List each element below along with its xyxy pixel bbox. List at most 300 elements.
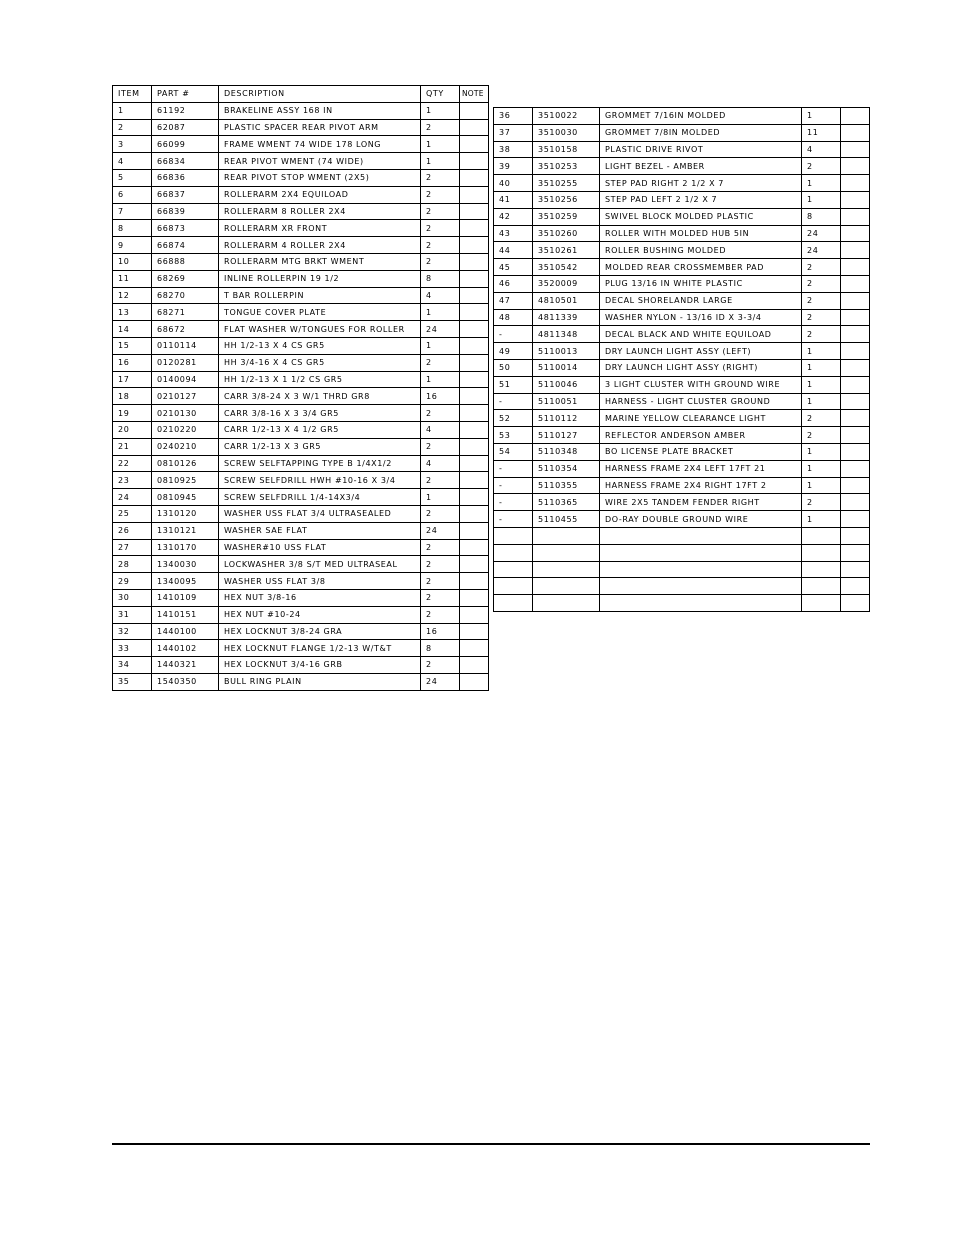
footer-rule bbox=[112, 1143, 870, 1145]
note-cell bbox=[460, 421, 489, 438]
note-cell bbox=[841, 108, 870, 125]
part-number-cell: 1340030 bbox=[152, 556, 219, 573]
table-row bbox=[113, 270, 489, 287]
qty-cell: 1 bbox=[421, 153, 460, 170]
item-cell: 11 bbox=[113, 270, 152, 287]
part-number-cell: 1410151 bbox=[152, 606, 219, 623]
description-cell: TONGUE COVER PLATE bbox=[219, 304, 421, 321]
item-cell: 17 bbox=[113, 371, 152, 388]
table-row bbox=[113, 237, 489, 254]
note-cell bbox=[460, 388, 489, 405]
part-number-cell: 3510030 bbox=[533, 124, 600, 141]
note-cell bbox=[841, 124, 870, 141]
note-cell bbox=[460, 573, 489, 590]
part-number-cell: 66836 bbox=[152, 169, 219, 186]
item-cell: 41 bbox=[494, 191, 533, 208]
table-row bbox=[113, 438, 489, 455]
item-cell: 23 bbox=[113, 472, 152, 489]
item-cell: 22 bbox=[113, 455, 152, 472]
part-number-cell: 3520009 bbox=[533, 275, 600, 292]
description-cell bbox=[600, 527, 802, 544]
qty-cell bbox=[802, 595, 841, 612]
item-cell: 33 bbox=[113, 640, 152, 657]
table-row bbox=[113, 119, 489, 136]
note-cell bbox=[841, 427, 870, 444]
table-row bbox=[494, 477, 870, 494]
part-number-cell: 3510260 bbox=[533, 225, 600, 242]
note-cell bbox=[460, 505, 489, 522]
note-cell bbox=[460, 371, 489, 388]
part-number-cell: 66837 bbox=[152, 186, 219, 203]
item-cell: 38 bbox=[494, 141, 533, 158]
part-number-cell bbox=[533, 578, 600, 595]
item-cell: 29 bbox=[113, 573, 152, 590]
part-number-cell: 66888 bbox=[152, 253, 219, 270]
col-header-item: ITEM bbox=[113, 86, 152, 103]
part-number-cell: 3510256 bbox=[533, 191, 600, 208]
item-cell: 28 bbox=[113, 556, 152, 573]
description-cell: WASHER USS FLAT 3/4 ULTRASEALED bbox=[219, 505, 421, 522]
qty-cell: 4 bbox=[421, 287, 460, 304]
description-cell: WASHER USS FLAT 3/8 bbox=[219, 573, 421, 590]
part-number-cell: 68269 bbox=[152, 270, 219, 287]
qty-cell: 2 bbox=[802, 427, 841, 444]
description-cell: STEP PAD LEFT 2 1/2 X 7 bbox=[600, 191, 802, 208]
qty-cell: 2 bbox=[421, 405, 460, 422]
part-number-cell: 66834 bbox=[152, 153, 219, 170]
note-cell bbox=[841, 309, 870, 326]
table-row bbox=[494, 494, 870, 511]
description-cell: BO LICENSE PLATE BRACKET bbox=[600, 443, 802, 460]
part-number-cell: 3510255 bbox=[533, 175, 600, 192]
table-row bbox=[494, 393, 870, 410]
part-number-cell: 1340095 bbox=[152, 573, 219, 590]
item-cell bbox=[494, 527, 533, 544]
part-number-cell bbox=[533, 561, 600, 578]
part-number-cell: 4811339 bbox=[533, 309, 600, 326]
item-cell: 36 bbox=[494, 108, 533, 125]
note-cell bbox=[841, 191, 870, 208]
note-cell bbox=[841, 359, 870, 376]
description-cell: ROLLER WITH MOLDED HUB 5IN bbox=[600, 225, 802, 242]
table-row bbox=[494, 578, 870, 595]
table-row bbox=[113, 606, 489, 623]
part-number-cell: 66874 bbox=[152, 237, 219, 254]
table-row bbox=[494, 359, 870, 376]
table-row bbox=[113, 589, 489, 606]
note-cell bbox=[460, 405, 489, 422]
table-row bbox=[494, 511, 870, 528]
note-cell bbox=[841, 460, 870, 477]
parts-table-right bbox=[493, 107, 870, 612]
note-cell bbox=[460, 673, 489, 690]
table-row bbox=[113, 455, 489, 472]
note-cell bbox=[460, 186, 489, 203]
part-number-cell: 1410109 bbox=[152, 589, 219, 606]
table-row bbox=[113, 321, 489, 338]
table-row bbox=[113, 388, 489, 405]
item-cell: 12 bbox=[113, 287, 152, 304]
qty-cell: 2 bbox=[802, 259, 841, 276]
col-header-part-number: PART # bbox=[152, 86, 219, 103]
note-cell bbox=[841, 494, 870, 511]
qty-cell: 1 bbox=[802, 343, 841, 360]
qty-cell: 2 bbox=[421, 220, 460, 237]
qty-cell: 8 bbox=[802, 208, 841, 225]
item-cell: 8 bbox=[113, 220, 152, 237]
qty-cell: 2 bbox=[421, 505, 460, 522]
table-row bbox=[494, 259, 870, 276]
note-cell bbox=[841, 259, 870, 276]
item-cell: - bbox=[494, 460, 533, 477]
description-cell: HARNESS FRAME 2X4 LEFT 17FT 21 bbox=[600, 460, 802, 477]
description-cell: HEX NUT 3/8-16 bbox=[219, 589, 421, 606]
qty-cell: 2 bbox=[802, 292, 841, 309]
part-number-cell: 62087 bbox=[152, 119, 219, 136]
note-cell bbox=[460, 287, 489, 304]
item-cell: 31 bbox=[113, 606, 152, 623]
table-row bbox=[494, 225, 870, 242]
note-cell bbox=[841, 225, 870, 242]
item-cell: 39 bbox=[494, 158, 533, 175]
item-cell: 24 bbox=[113, 489, 152, 506]
table-row bbox=[113, 505, 489, 522]
part-number-cell: 3510259 bbox=[533, 208, 600, 225]
item-cell: 3 bbox=[113, 136, 152, 153]
qty-cell: 1 bbox=[421, 371, 460, 388]
description-cell: GROMMET 7/8IN MOLDED bbox=[600, 124, 802, 141]
description-cell: HEX LOCKNUT 3/8-24 GRA bbox=[219, 623, 421, 640]
part-number-cell: 1310120 bbox=[152, 505, 219, 522]
qty-cell: 1 bbox=[802, 477, 841, 494]
note-cell bbox=[841, 511, 870, 528]
note-cell bbox=[841, 410, 870, 427]
qty-cell: 24 bbox=[421, 321, 460, 338]
table-row bbox=[113, 623, 489, 640]
table-row bbox=[113, 220, 489, 237]
qty-cell: 1 bbox=[802, 511, 841, 528]
description-cell: REFLECTOR ANDERSON AMBER bbox=[600, 427, 802, 444]
description-cell: LIGHT BEZEL - AMBER bbox=[600, 158, 802, 175]
qty-cell: 2 bbox=[802, 275, 841, 292]
description-cell: HARNESS - LIGHT CLUSTER GROUND bbox=[600, 393, 802, 410]
table-row bbox=[494, 191, 870, 208]
part-number-cell: 1310170 bbox=[152, 539, 219, 556]
note-cell bbox=[460, 354, 489, 371]
item-cell: 14 bbox=[113, 321, 152, 338]
description-cell: PLASTIC DRIVE RIVOT bbox=[600, 141, 802, 158]
qty-cell bbox=[802, 561, 841, 578]
item-cell: 46 bbox=[494, 275, 533, 292]
part-number-cell: 3510253 bbox=[533, 158, 600, 175]
note-cell bbox=[841, 477, 870, 494]
table-row bbox=[113, 405, 489, 422]
part-number-cell: 68270 bbox=[152, 287, 219, 304]
note-cell bbox=[841, 326, 870, 343]
note-cell bbox=[841, 393, 870, 410]
table-row bbox=[113, 354, 489, 371]
note-cell bbox=[460, 472, 489, 489]
qty-cell: 1 bbox=[802, 376, 841, 393]
item-cell: 1 bbox=[113, 102, 152, 119]
part-number-cell: 1440100 bbox=[152, 623, 219, 640]
qty-cell: 2 bbox=[421, 657, 460, 674]
table-row bbox=[113, 640, 489, 657]
note-cell bbox=[460, 606, 489, 623]
description-cell: PLASTIC SPACER REAR PIVOT ARM bbox=[219, 119, 421, 136]
item-cell: 48 bbox=[494, 309, 533, 326]
qty-cell: 8 bbox=[421, 640, 460, 657]
description-cell: 3 LIGHT CLUSTER WITH GROUND WIRE bbox=[600, 376, 802, 393]
description-cell: T BAR ROLLERPIN bbox=[219, 287, 421, 304]
item-cell: 53 bbox=[494, 427, 533, 444]
note-cell bbox=[460, 102, 489, 119]
item-cell: 34 bbox=[113, 657, 152, 674]
item-cell: 2 bbox=[113, 119, 152, 136]
description-cell: CARR 3/8-16 X 3 3/4 GR5 bbox=[219, 405, 421, 422]
description-cell: HEX NUT #10-24 bbox=[219, 606, 421, 623]
description-cell bbox=[600, 561, 802, 578]
table-row bbox=[494, 326, 870, 343]
part-number-cell: 0140094 bbox=[152, 371, 219, 388]
description-cell: WASHER#10 USS FLAT bbox=[219, 539, 421, 556]
note-cell bbox=[841, 544, 870, 561]
table-row bbox=[494, 175, 870, 192]
table-row bbox=[113, 136, 489, 153]
table-row bbox=[494, 443, 870, 460]
item-cell: - bbox=[494, 326, 533, 343]
item-cell bbox=[494, 561, 533, 578]
table-row bbox=[494, 309, 870, 326]
table-row bbox=[494, 376, 870, 393]
note-cell bbox=[841, 242, 870, 259]
item-cell: 20 bbox=[113, 421, 152, 438]
qty-cell: 1 bbox=[802, 443, 841, 460]
part-number-cell: 5110013 bbox=[533, 343, 600, 360]
description-cell: DRY LAUNCH LIGHT ASSY (RIGHT) bbox=[600, 359, 802, 376]
part-number-cell: 4811348 bbox=[533, 326, 600, 343]
description-cell: PLUG 13/16 IN WHITE PLASTIC bbox=[600, 275, 802, 292]
description-cell: CARR 3/8-24 X 3 W/1 THRD GR8 bbox=[219, 388, 421, 405]
part-number-cell: 5110127 bbox=[533, 427, 600, 444]
part-number-cell: 0210130 bbox=[152, 405, 219, 422]
qty-cell: 2 bbox=[421, 438, 460, 455]
note-cell bbox=[841, 527, 870, 544]
note-cell bbox=[460, 237, 489, 254]
qty-cell: 1 bbox=[802, 191, 841, 208]
description-cell: ROLLER BUSHING MOLDED bbox=[600, 242, 802, 259]
item-cell bbox=[494, 544, 533, 561]
note-cell bbox=[460, 657, 489, 674]
qty-cell: 16 bbox=[421, 623, 460, 640]
description-cell: STEP PAD RIGHT 2 1/2 X 7 bbox=[600, 175, 802, 192]
qty-cell: 16 bbox=[421, 388, 460, 405]
qty-cell: 2 bbox=[421, 606, 460, 623]
item-cell: 37 bbox=[494, 124, 533, 141]
qty-cell: 2 bbox=[421, 472, 460, 489]
table-row bbox=[113, 169, 489, 186]
description-cell: MOLDED REAR CROSSMEMBER PAD bbox=[600, 259, 802, 276]
table-row bbox=[113, 657, 489, 674]
qty-cell: 2 bbox=[421, 354, 460, 371]
description-cell: HEX LOCKNUT FLANGE 1/2-13 W/T&T bbox=[219, 640, 421, 657]
table-row bbox=[494, 561, 870, 578]
note-cell bbox=[460, 438, 489, 455]
note-cell bbox=[460, 220, 489, 237]
table-row bbox=[494, 595, 870, 612]
description-cell: DECAL SHORELANDR LARGE bbox=[600, 292, 802, 309]
description-cell: REAR PIVOT STOP WMENT (2X5) bbox=[219, 169, 421, 186]
table-row bbox=[494, 208, 870, 225]
table-row bbox=[113, 153, 489, 170]
qty-cell: 2 bbox=[421, 203, 460, 220]
part-number-cell: 0810925 bbox=[152, 472, 219, 489]
table-row bbox=[494, 141, 870, 158]
part-number-cell: 0810126 bbox=[152, 455, 219, 472]
table-row bbox=[113, 539, 489, 556]
qty-cell: 2 bbox=[421, 237, 460, 254]
item-cell: 15 bbox=[113, 337, 152, 354]
qty-cell: 24 bbox=[421, 522, 460, 539]
item-cell bbox=[494, 578, 533, 595]
description-cell: HH 3/4-16 X 4 CS GR5 bbox=[219, 354, 421, 371]
table-row bbox=[113, 253, 489, 270]
part-number-cell: 0110114 bbox=[152, 337, 219, 354]
part-number-cell: 3510158 bbox=[533, 141, 600, 158]
table-row bbox=[494, 124, 870, 141]
description-cell: SWIVEL BLOCK MOLDED PLASTIC bbox=[600, 208, 802, 225]
description-cell: BRAKELINE ASSY 168 IN bbox=[219, 102, 421, 119]
parts-list-left bbox=[113, 102, 489, 690]
part-number-cell: 5110354 bbox=[533, 460, 600, 477]
qty-cell: 1 bbox=[421, 489, 460, 506]
qty-cell bbox=[802, 527, 841, 544]
part-number-cell: 5110014 bbox=[533, 359, 600, 376]
note-cell bbox=[460, 556, 489, 573]
item-cell: 26 bbox=[113, 522, 152, 539]
note-cell bbox=[460, 321, 489, 338]
item-cell: 19 bbox=[113, 405, 152, 422]
part-number-cell: 3510542 bbox=[533, 259, 600, 276]
part-number-cell: 66839 bbox=[152, 203, 219, 220]
item-cell: 35 bbox=[113, 673, 152, 690]
part-number-cell bbox=[533, 527, 600, 544]
table-row bbox=[494, 292, 870, 309]
description-cell bbox=[600, 544, 802, 561]
qty-cell: 24 bbox=[802, 225, 841, 242]
parts-table-left bbox=[112, 85, 489, 691]
table-header-row bbox=[113, 86, 489, 103]
table-row bbox=[494, 343, 870, 360]
item-cell: 25 bbox=[113, 505, 152, 522]
note-cell bbox=[841, 175, 870, 192]
description-cell: SCREW SELFTAPPING TYPE B 1/4X1/2 bbox=[219, 455, 421, 472]
item-cell: 43 bbox=[494, 225, 533, 242]
qty-cell: 1 bbox=[802, 175, 841, 192]
qty-cell: 1 bbox=[421, 102, 460, 119]
qty-cell: 1 bbox=[421, 304, 460, 321]
part-number-cell: 0210220 bbox=[152, 421, 219, 438]
qty-cell: 4 bbox=[802, 141, 841, 158]
part-number-cell: 5110051 bbox=[533, 393, 600, 410]
description-cell: ROLLERARM 4 ROLLER 2X4 bbox=[219, 237, 421, 254]
table-row bbox=[494, 242, 870, 259]
qty-cell: 2 bbox=[421, 556, 460, 573]
note-cell bbox=[841, 275, 870, 292]
description-cell: CARR 1/2-13 X 3 GR5 bbox=[219, 438, 421, 455]
part-number-cell: 1310121 bbox=[152, 522, 219, 539]
item-cell: 4 bbox=[113, 153, 152, 170]
note-cell bbox=[841, 158, 870, 175]
qty-cell: 2 bbox=[802, 309, 841, 326]
qty-cell: 1 bbox=[802, 393, 841, 410]
qty-cell bbox=[802, 578, 841, 595]
table-row bbox=[113, 186, 489, 203]
qty-cell: 1 bbox=[421, 136, 460, 153]
table-row bbox=[494, 544, 870, 561]
item-cell: - bbox=[494, 477, 533, 494]
description-cell: SCREW SELFDRILL HWH #10-16 X 3/4 bbox=[219, 472, 421, 489]
table-row bbox=[113, 304, 489, 321]
note-cell bbox=[841, 292, 870, 309]
part-number-cell: 1440321 bbox=[152, 657, 219, 674]
part-number-cell: 0120281 bbox=[152, 354, 219, 371]
note-cell bbox=[460, 337, 489, 354]
item-cell: - bbox=[494, 511, 533, 528]
table-row bbox=[113, 573, 489, 590]
qty-cell: 1 bbox=[802, 460, 841, 477]
item-cell: 30 bbox=[113, 589, 152, 606]
item-cell: 18 bbox=[113, 388, 152, 405]
description-cell: DRY LAUNCH LIGHT ASSY (LEFT) bbox=[600, 343, 802, 360]
note-cell bbox=[460, 136, 489, 153]
description-cell: HH 1/2-13 X 4 CS GR5 bbox=[219, 337, 421, 354]
item-cell: 50 bbox=[494, 359, 533, 376]
table-row bbox=[113, 522, 489, 539]
qty-cell: 24 bbox=[421, 673, 460, 690]
table-row bbox=[494, 275, 870, 292]
part-number-cell bbox=[533, 595, 600, 612]
qty-cell: 2 bbox=[421, 186, 460, 203]
table-row bbox=[113, 421, 489, 438]
description-cell bbox=[600, 578, 802, 595]
note-cell bbox=[460, 119, 489, 136]
table-row bbox=[494, 158, 870, 175]
part-number-cell bbox=[533, 544, 600, 561]
part-number-cell: 1440102 bbox=[152, 640, 219, 657]
item-cell: 44 bbox=[494, 242, 533, 259]
item-cell: - bbox=[494, 393, 533, 410]
note-cell bbox=[460, 253, 489, 270]
item-cell: 47 bbox=[494, 292, 533, 309]
description-cell: INLINE ROLLERPIN 19 1/2 bbox=[219, 270, 421, 287]
part-number-cell: 4810501 bbox=[533, 292, 600, 309]
description-cell: WASHER NYLON - 13/16 ID X 3-3/4 bbox=[600, 309, 802, 326]
table-row bbox=[494, 410, 870, 427]
note-cell bbox=[841, 443, 870, 460]
qty-cell: 2 bbox=[802, 494, 841, 511]
part-number-cell: 68271 bbox=[152, 304, 219, 321]
qty-cell: 2 bbox=[421, 539, 460, 556]
description-cell: HEX LOCKNUT 3/4-16 GRB bbox=[219, 657, 421, 674]
table-row bbox=[113, 203, 489, 220]
item-cell: 49 bbox=[494, 343, 533, 360]
table-row bbox=[113, 287, 489, 304]
part-number-cell: 5110455 bbox=[533, 511, 600, 528]
part-number-cell: 0240210 bbox=[152, 438, 219, 455]
item-cell: 21 bbox=[113, 438, 152, 455]
table-row bbox=[113, 673, 489, 690]
